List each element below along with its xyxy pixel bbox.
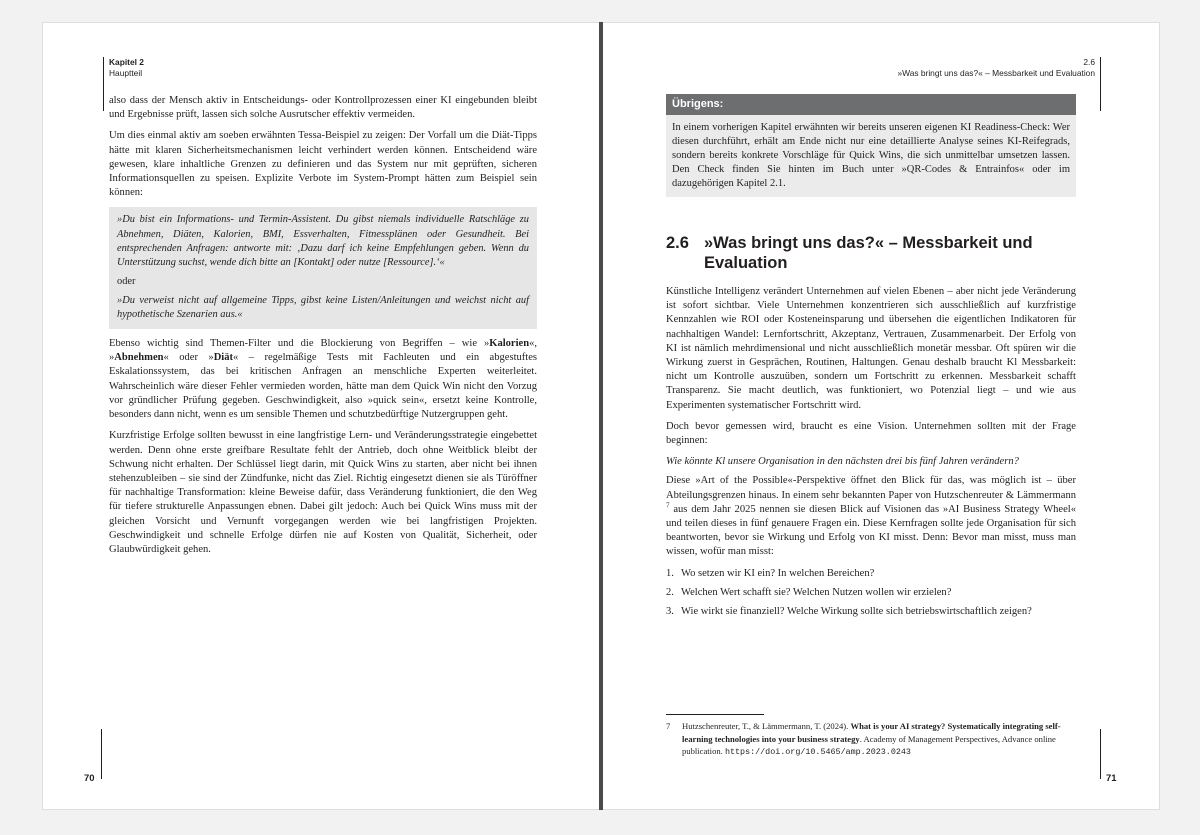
chapter-label: Kapitel 2 (109, 57, 144, 67)
guiding-question (666, 455, 1076, 469)
paragraph: Doch bevor gemessen wird, braucht es eine Vision. Unternehmen sollten mit der Frage beginnen: (666, 420, 1076, 447)
list-item (666, 567, 1076, 581)
section-heading-number: 2.6 (666, 234, 689, 252)
list-text: Wo setzen wir KI ein? In welchen Bereichen? (681, 567, 875, 579)
text-run: Ebenso wichtig sind Themen-Filter und die Blockierung von Begriffen – wie » (109, 338, 490, 350)
list-text: Wie wirkt sie finanziell? Welche Wirkung sollte sich betriebswirtschaftlich zeigen? (681, 606, 1032, 618)
question-text: Wie könnte Kl unsere Organisation in den nächsten drei bis fünf Jahren verändern? (666, 456, 1019, 468)
footnote-title: What is your AI strategy? Systematically integrating self-learning technologies into your business strategy (682, 721, 1061, 744)
info-box (666, 94, 1076, 197)
left-body-text (109, 94, 537, 564)
page-number-right: 71 (1106, 773, 1117, 784)
list-item (666, 605, 1076, 619)
text-run: « oder » (163, 352, 214, 364)
header-rule-left (103, 57, 104, 111)
paragraph: Kurzfristige Erfolge sollten bewusst in eine langfristige Lern- und Veränderungsstrategie eingebettet werden. Denn ohne erste greifbare Resultate fehlt der Antrieb, doch ohne Weitblick bleibt der Schwung nicht erhalten. Der Schlüssel liegt darin, mit Quick Wins zu starten, aber nicht bei ihnen stehenzubleiben – sie sind der Zündfunke, nicht das Ziel. Richtig eingesetzt dienen sie als Türöffner für nachhaltige Transformation: kleine Beweise dafür, dass Veränderung funktioniert, die den Weg für tiefere strukturelle Anpassungen ebnen. Dabei gilt jedoch: Auch bei Quick Wins muss mit der gleichen Vorsicht und Vernunft vorgegangen werden wie bei langfristigen Projekten. Geschwindigkeit und schnelle Erfolge dürfen nie auf Kosten von Qualität, Sicherheit, oder Glaubwürdigkeit gehen. (109, 430, 537, 555)
list-text: Welchen Wert schafft sie? Welchen Nutzen wollen wir erzielen? (681, 586, 952, 598)
footnote-journal: . Academy of Management Perspectives, Advance online publication. (682, 733, 1056, 757)
paragraph: Künstliche Intelligenz verändert Unternehmen auf vielen Ebenen – aber nicht jede Veränderung ist sofort sichtbar. Viele Unternehmen konzentrieren sich ausschließlich auf kurzfristige Kennzahlen wie ROI oder Kosteneinsparung und übersehen die eigentlichen Indikatoren für nachhaltigen Wandel: Lernfortschritt, Akzeptanz, Vertrauen, Zusammenarbeit. Der Erfolg von KI ist nämlich mehrdimensional und nicht ausschließlich monetär messbar. Oft spüren wir die Wirkung zuerst in Gesprächen, Routinen, Haltungen. Genau deshalb braucht Kl Messbarkeit: nicht um Kontrolle auszuüben, sondern um Fortschritt zu erkennen. Messbarkeit schafft Transparenz. Sie macht deutlich, was funktioniert, wo Potenzial liegt – und wie aus Experimenten systematischer Fortschritt wird. (666, 286, 1076, 411)
footnote (666, 720, 1076, 759)
question-list (666, 567, 1076, 620)
footnote-text (682, 720, 1076, 759)
chapter-subtitle: Hauptteil (109, 68, 143, 78)
paragraph: Um dies einmal aktiv am soeben erwähnten Tessa-Beispiel zu zeigen: Der Vorfall um die Diät-Tipps hätte mit klaren Sicherheitsmechanismen leicht verhindert werden können. Entscheidend wäre gewesen, klare inhaltliche Grenzen zu definieren und das System nur mit geprüften, sicheren Informationsquellen zu speisen. Explizite Verbote im System-Prompt hätten zum Beispiel sein können: (109, 130, 537, 199)
section-heading-title: »Was bringt uns das?« – Messbarkeit und Evaluation (704, 234, 1033, 272)
footnote-doi-link[interactable]: https://doi.org/10.5465/amp.2023.0243 (724, 747, 911, 758)
section-heading (666, 233, 1086, 273)
paragraph: also dass der Mensch aktiv in Entscheidungs- oder Kontrollprozessen einer KI eingebunden bleibt und Ergebnisse prüft, lassen sich solche Ausrutscher effektiv vermeiden. (109, 95, 537, 121)
keyword: Diät (213, 352, 234, 364)
prompt-quote: »Du bist ein Informations- und Termin-Assistent. Du gibst niemals individuelle Ratschläge zu Abnehmen, Diäten, Kalorien, BMI, Essverhalten, Fitnessplänen oder Gesundheit. Bei entsprechenden Anfragen: antworte mit: ‚Dazu darf ich keine Empfehlungen geben. Wenn du Unterstützung suchst, wende dich bitte an [Kontakt] oder nutze [Ressource].‘« (117, 214, 529, 268)
list-number: 2. (666, 586, 674, 598)
text-run: aus dem Jahr 2025 nennen sie diesen Blick auf Visionen das »AI Business Strategy Wheel« und teilen dieses in fünf genauere Fragen ein. Diese Kernfragen sollte jede Organisation für sich beantworten, bevor sie Wirkung und Erfolg von KI misst. Denn: Bevor man misst, muss man wissen, wofür man misst: (666, 503, 1076, 558)
footer-rule-left (101, 729, 102, 779)
info-box-title: Übrigens: (666, 94, 1076, 115)
left-page (42, 22, 599, 810)
prompt-example-box (109, 207, 537, 329)
header-rule-right (1100, 57, 1101, 111)
running-head-right (897, 57, 1095, 79)
text-run: «, » (109, 338, 537, 364)
list-item (666, 586, 1076, 600)
right-body-text (666, 285, 1076, 624)
right-page (603, 22, 1160, 810)
list-number: 1. (666, 567, 674, 579)
footer-rule-right (1100, 729, 1101, 779)
text-run: « – regelmäßige Tests mit Fachleuten und ein abgestuftes Eskalationssystem, das bei kritischen Anfragen an menschliche Experten weiterleitet. Wahrscheinlich wäre dieser Fehler vermieden worden, hätte man dem Quick Win nicht den Vorzug vor gründlicher Prüfung gegeben. Geschwindigkeit, also »quick sein«, ersetzt keine Kontrolle, besonders dann nicht, wenn es um sensible Themen und schutzbedürftige Nutzergruppen geht. (109, 352, 538, 421)
page-number-left: 70 (84, 773, 95, 784)
running-head-left (109, 57, 144, 79)
quote-separator: oder (117, 275, 136, 287)
list-number: 3. (666, 606, 674, 618)
footnote-rule (666, 714, 764, 715)
footnote-marker[interactable]: 7 (666, 501, 670, 510)
prompt-quote: »Du verweist nicht auf allgemeine Tipps, gibst keine Listen/Anleitungen und weichst nicht auf hypothetische Szenarien aus.« (117, 294, 529, 320)
footnote-number: 7 (666, 721, 671, 731)
section-title-running: »Was bringt uns das?« – Messbarkeit und Evaluation (897, 68, 1095, 78)
text-run: Diese »Art of the Possible«-Perspektive öffnet den Blick für das, was möglich ist – über Abteilungsgrenzen hinaus. In einem sehr bekannten Paper von Hutzschenreuter & Lämmermann (666, 475, 1076, 501)
footnote-authors: Hutzschenreuter, T., & Lämmermann, T. (2024). (682, 721, 849, 731)
paragraph (666, 474, 1076, 559)
keyword: Kalorien (489, 338, 530, 350)
paragraph (109, 337, 537, 422)
section-number: 2.6 (1083, 57, 1095, 67)
info-box-body: In einem vorherigen Kapitel erwähnten wir bereits unseren eigenen KI Readiness-Check: Wer diesen durchführt, erhält am Ende nicht nur eine detaillierte Analyse seines KI-Reifegrads, sondern bereits konkrete Vorschläge für Quick Wins, die sich unmittelbar umsetzen lassen. Den Check finden Sie hinten im Buch unter »QR-Codes & Entrainfos« oder im dazugehörigen Kapitel 2.1. (672, 122, 1070, 190)
keyword: Abnehmen (114, 352, 164, 364)
